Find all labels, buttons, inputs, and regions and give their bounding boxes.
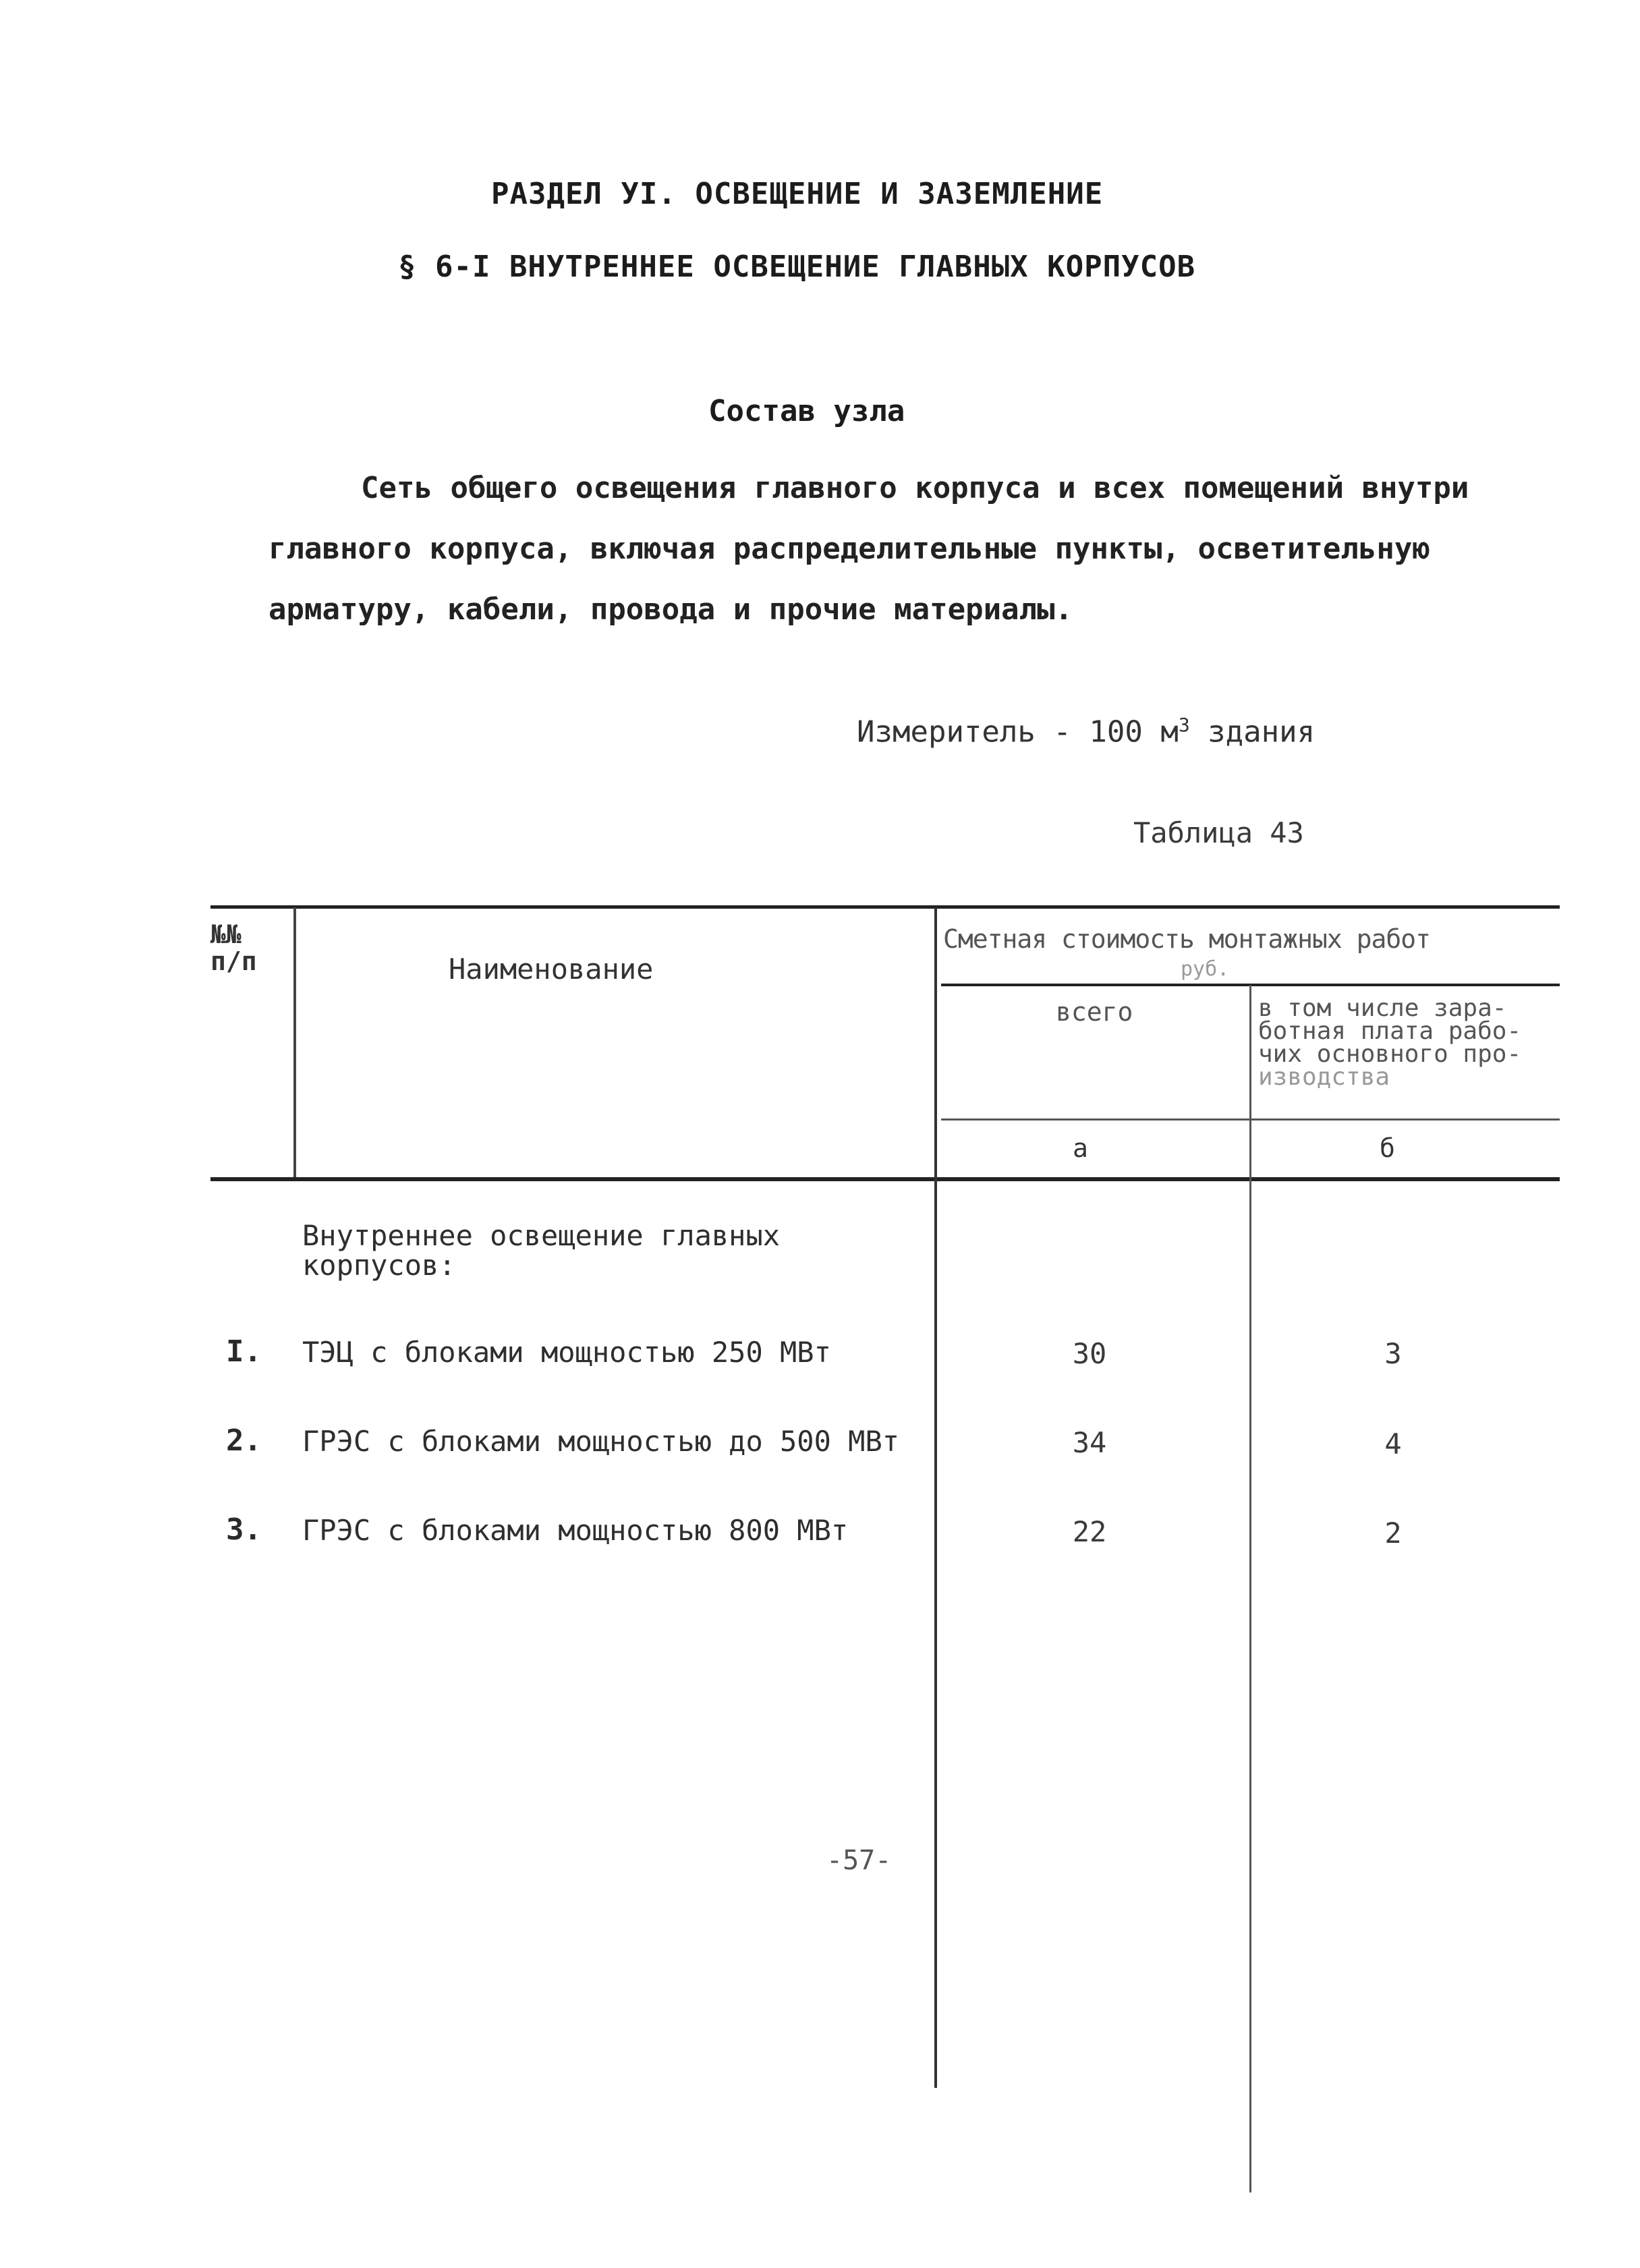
header-wages-line: чих основного про- xyxy=(1258,1040,1522,1068)
measure-label: Измеритель - 100 м xyxy=(857,714,1179,749)
group-heading xyxy=(302,1221,780,1280)
row-total: 22 xyxy=(1072,1515,1107,1548)
column-divider-values xyxy=(1249,985,1251,2192)
row-number: 3. xyxy=(226,1512,262,1547)
row-name: ГРЭС с блоками мощностью 800 МВт xyxy=(302,1514,849,1547)
header-num xyxy=(210,921,257,975)
column-divider-num xyxy=(293,907,296,1177)
page-number: -57- xyxy=(826,1845,892,1876)
table-number: Таблица 43 xyxy=(1133,816,1304,849)
header-cost-unit: руб. xyxy=(1181,957,1230,981)
composition-title: Состав узла xyxy=(708,394,905,428)
row-number: I. xyxy=(226,1334,262,1369)
header-wages-line: изводства xyxy=(1258,1063,1390,1089)
row-wages: 3 xyxy=(1384,1337,1402,1370)
header-wages-line: в том числе зара- xyxy=(1258,997,1507,1022)
group-heading-line: корпусов: xyxy=(302,1249,456,1282)
measure-unit-text: здания xyxy=(1189,714,1316,749)
header-col-a: а xyxy=(1073,1133,1088,1163)
row-name: ТЭЦ с блоками мощностью 250 МВт xyxy=(302,1336,831,1369)
row-number: 2. xyxy=(226,1423,262,1458)
composition-text-line: главного корпуса, включая распределительные пункты, осветительную xyxy=(268,532,1430,566)
header-name: Наименование xyxy=(449,953,654,986)
table-top-rule xyxy=(210,905,1560,909)
composition-text-line: Сеть общего освещения главного корпуса и всех помещений внутри xyxy=(361,471,1469,505)
row-total: 34 xyxy=(1072,1426,1107,1459)
row-wages: 2 xyxy=(1384,1516,1402,1550)
header-cost: Сметная стоимость монтажных работ xyxy=(943,924,1430,954)
paragraph-title: § 6-I ВНУТРЕННЕЕ ОСВЕЩЕНИЕ ГЛАВНЫХ КОРПУСОВ xyxy=(398,250,1196,284)
measure-power: 3 xyxy=(1178,714,1190,736)
header-col-b: б xyxy=(1380,1133,1395,1163)
column-divider-name xyxy=(934,907,937,2088)
row-wages: 4 xyxy=(1384,1427,1402,1461)
header-wages-line: ботная плата рабо- xyxy=(1258,1017,1522,1045)
section-title: РАЗДЕЛ УI. ОСВЕЩЕНИЕ И ЗАЗЕМЛЕНИЕ xyxy=(491,177,1104,211)
header-wages xyxy=(1258,997,1558,1089)
row-total: 30 xyxy=(1072,1337,1107,1370)
header-bottom-rule xyxy=(210,1177,1560,1181)
composition-text-line: арматуру, кабели, провода и прочие материалы. xyxy=(268,592,1073,627)
group-heading-line: Внутреннее освещение главных xyxy=(302,1219,781,1252)
measure-unit xyxy=(857,714,1315,749)
header-num-line2: п/п xyxy=(210,946,257,976)
header-total: всего xyxy=(1056,997,1133,1027)
header-num-line1: №№ xyxy=(210,919,242,949)
row-name: ГРЭС с блоками мощностью до 500 МВт xyxy=(302,1425,900,1458)
